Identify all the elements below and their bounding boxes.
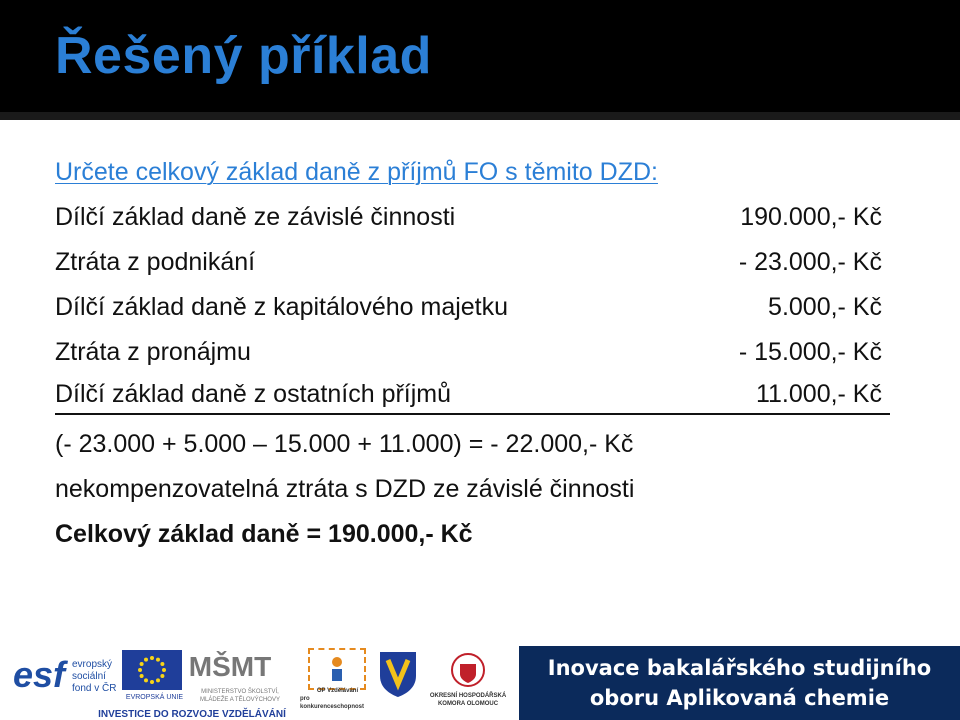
slide-title: Řešený příklad xyxy=(55,27,432,85)
msmt-logo: MŠMT xyxy=(188,651,272,682)
row-amount: 11.000,- Kč xyxy=(755,380,882,408)
row-amount: - 15.000,- Kč xyxy=(738,338,882,366)
income-row xyxy=(55,330,890,375)
okh-caption xyxy=(422,690,514,710)
esf-logo: esf xyxy=(12,654,66,695)
eu-stars-icon xyxy=(122,650,182,690)
op-line: pro konkurenceschopnost xyxy=(300,696,365,710)
shield-icon xyxy=(378,650,418,698)
msmt-caption xyxy=(190,686,290,706)
note-text: nekompenzovatelná ztráta s DZD ze závislé činnosti xyxy=(55,475,635,503)
op-caption xyxy=(300,690,375,708)
op-logo-icon xyxy=(308,648,366,690)
row-label: Dílčí základ daně ze závislé činnosti xyxy=(55,203,456,231)
emblem-icon xyxy=(448,650,488,690)
income-row xyxy=(55,240,890,285)
income-row-underlined xyxy=(55,375,890,415)
intro-text: Určete celkový základ daně z příjmů FO s těmito DZD: xyxy=(55,158,658,186)
op-line: OP Vzdělávání xyxy=(316,688,359,694)
calculation-line xyxy=(55,422,890,467)
income-row xyxy=(55,195,890,240)
okh-line: OKRESNÍ HOSPODÁŘSKÁ xyxy=(429,693,507,699)
row-label: Dílčí základ daně z kapitálového majetku xyxy=(55,293,509,321)
row-amount: - 23.000,- Kč xyxy=(738,248,882,276)
note-line xyxy=(55,467,890,512)
banner-line: Inovace bakalářského studijního xyxy=(547,656,932,680)
invest-caption: INVESTICE DO ROZVOJE VZDĚLÁVÁNÍ xyxy=(98,708,286,720)
okh-emblem-icon xyxy=(448,650,488,690)
banner-line: oboru Aplikovaná chemie xyxy=(589,686,890,710)
slide-content xyxy=(55,150,890,557)
result-line xyxy=(55,512,890,557)
row-label: Dílčí základ daně z ostatních příjmů xyxy=(55,380,452,408)
row-amount: 190.000,- Kč xyxy=(740,203,882,231)
msmt-line: MINISTERSTVO ŠKOLSTVÍ, xyxy=(201,689,279,695)
project-banner xyxy=(519,646,960,720)
row-amount: 5.000,- Kč xyxy=(768,293,882,321)
okh-line: KOMORA OLOMOUC xyxy=(437,701,499,707)
income-row xyxy=(55,285,890,330)
eu-flag-icon xyxy=(122,650,182,690)
partner-logos xyxy=(0,640,520,720)
title-bar xyxy=(0,0,960,120)
result-text: Celkový základ daně = 190.000,- Kč xyxy=(55,520,473,548)
row-label: Ztráta z pronájmu xyxy=(55,338,251,366)
esf-caption xyxy=(72,652,117,702)
eu-caption: EVROPSKÁ UNIE xyxy=(125,693,184,701)
esf-line: sociální xyxy=(72,671,106,682)
calculation-text: (- 23.000 + 5.000 – 15.000 + 11.000) = - 22.000,- Kč xyxy=(55,430,634,458)
esf-line: fond v ČR xyxy=(72,683,117,694)
intro-line xyxy=(55,150,890,195)
university-shield-icon xyxy=(378,650,418,698)
row-label: Ztráta z podnikání xyxy=(55,248,256,276)
esf-line: evropský xyxy=(72,659,113,670)
msmt-line: MLÁDEŽE A TĚLOVÝCHOVY xyxy=(200,697,280,703)
op-figure-icon xyxy=(322,654,352,684)
